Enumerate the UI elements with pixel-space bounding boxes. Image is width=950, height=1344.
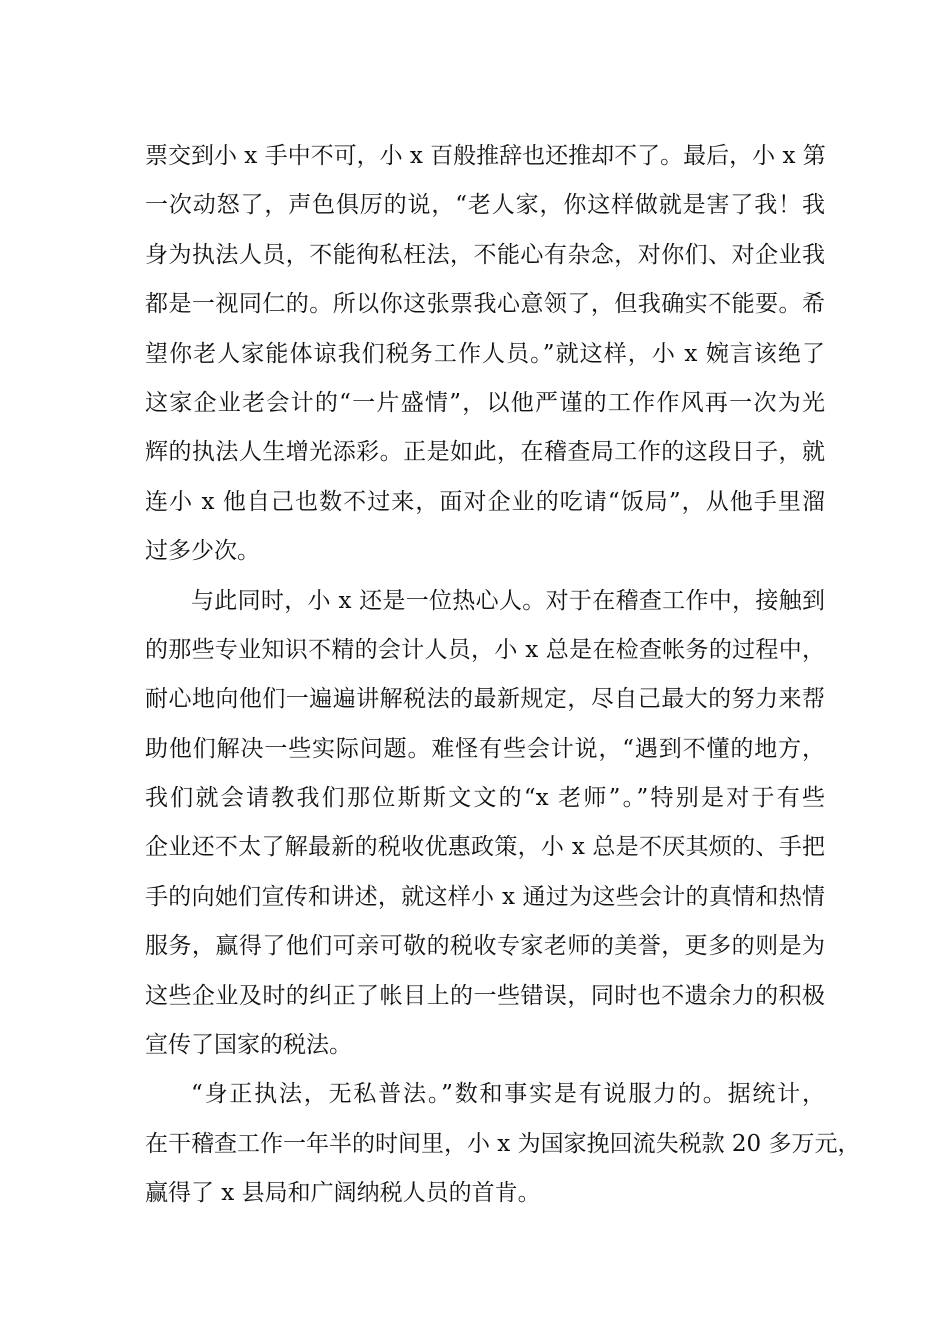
paragraph-1 <box>145 135 825 580</box>
paragraph-3 <box>145 1073 861 1221</box>
text-line: 与此同时，小 x 还是一位热心人。对于在稽查工作中，接触到 <box>191 587 825 614</box>
text-line: 企业还不太了解最新的税收优惠政策，小 x 总是不厌其烦的、手把 <box>145 834 825 861</box>
text-line: 服务，赢得了他们可亲可敬的税收专家老师的美誉，更多的则是为 <box>145 933 825 960</box>
text-line: 手的向她们宣传和讲述，就这样小 x 通过为这些会计的真情和热情 <box>145 883 825 910</box>
text-line: 都是一视同仁的。所以你这张票我心意领了，但我确实不能要。希 <box>145 291 825 318</box>
text-line: 助他们解决一些实际问题。难怪有些会计说，“遇到不懂的地方， <box>145 735 825 762</box>
text-line: 过多少次。 <box>145 538 260 565</box>
text-line: 我们就会请教我们那位斯斯文文的“x 老师”。”特别是对于有些 <box>145 785 825 812</box>
document-body <box>145 135 861 1222</box>
paragraph-2 <box>145 580 825 1074</box>
text-line: 在干稽查工作一年半的时间里，小 x 为国家挽回流失税款 20 多万元， <box>145 1130 861 1157</box>
text-line: 赢得了 x 县局和广阔纳税人员的首肯。 <box>145 1180 541 1207</box>
text-line: 这些企业及时的纠正了帐目上的一些错误，同时也不遗余力的积极 <box>145 982 825 1009</box>
text-line: 连小 x 他自己也数不过来，面对企业的吃请“饭局”，从他手里溜 <box>145 488 825 515</box>
text-line: 身为执法人员，不能徇私枉法，不能心有杂念，对你们、对企业我 <box>145 241 825 268</box>
text-line: 辉的执法人生增光添彩。正是如此，在稽查局工作的这段日子，就 <box>145 439 825 466</box>
text-line: 票交到小 x 手中不可，小 x 百般推辞也还推却不了。最后，小 x 第 <box>145 143 826 169</box>
text-line: “身正执法，无私普法。”数和事实是有说服力的。据统计， <box>191 1081 825 1108</box>
text-line: 的那些专业知识不精的会计人员，小 x 总是在检查帐务的过程中， <box>145 636 825 663</box>
text-line: 一次动怒了，声色俱厉的说，“老人家，你这样做就是害了我！我 <box>145 192 825 219</box>
text-line: 耐心地向他们一遍遍讲解税法的最新规定，尽自己最大的努力来帮 <box>145 686 825 713</box>
text-line: 望你老人家能体谅我们税务工作人员。”就这样，小 x 婉言该绝了 <box>145 340 825 367</box>
text-line: 这家企业老会计的“一片盛情”，以他严谨的工作作风再一次为光 <box>145 389 825 416</box>
text-line: 宣传了国家的税法。 <box>145 1032 352 1059</box>
